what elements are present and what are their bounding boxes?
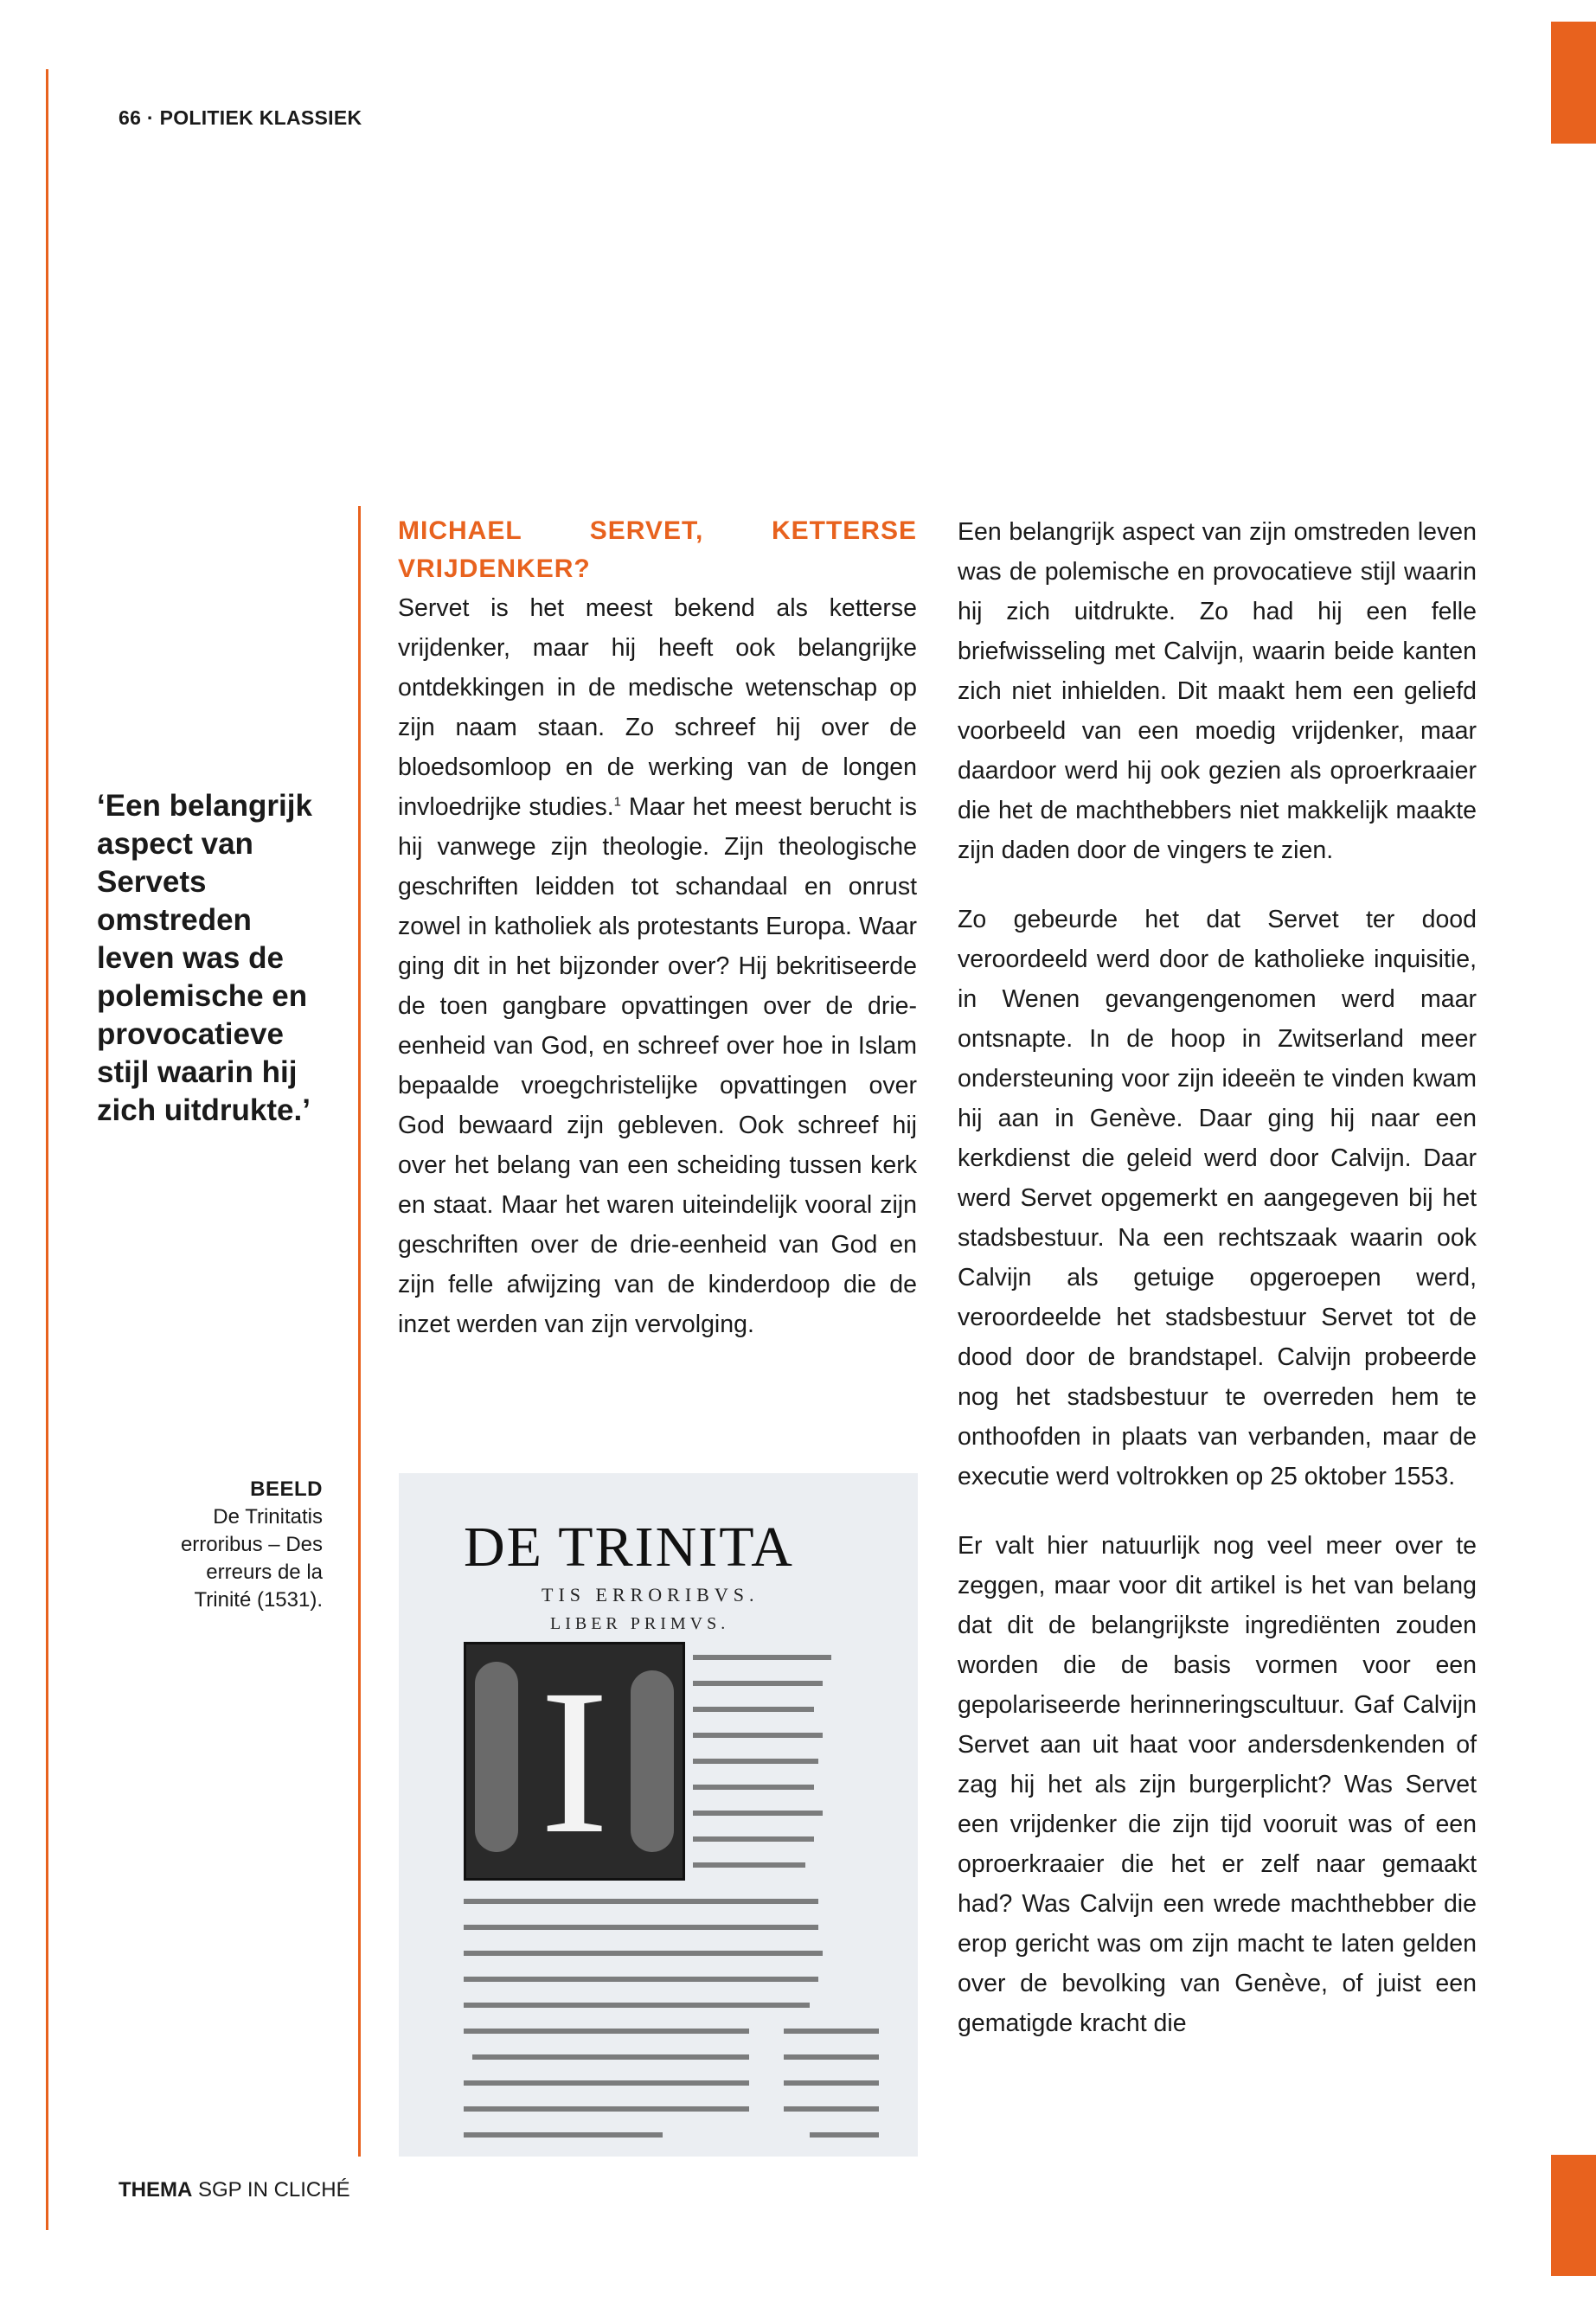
book-title-line-3: LIBER PRIMVS. <box>550 1614 730 1633</box>
section-tab-bottom <box>1551 2155 1596 2276</box>
section-tab-top <box>1551 22 1596 144</box>
caption-text: De Trinitatis erroribus – Des erreurs de la Trinité (1531). <box>180 1505 323 1612</box>
image-caption <box>164 1476 323 1614</box>
footer-thema-label: THEMA <box>119 2178 193 2202</box>
ornament-figure-left <box>475 1662 518 1852</box>
pull-quote: ‘Een belangrijk aspect van Servets omstreden leven was de polemische en provocatieve stijl waarin hij zich uitdrukte.’ <box>97 789 312 1127</box>
paragraph: Er valt hier natuurlijk nog veel meer over te zeggen, maar voor dit artikel is het van belang dat dit de belangrijkste ingrediënten zouden worden die de basis vormen voor een gepolariseerde herinneringscultuur. Gaf Calvijn Servet aan uit haat voor andersdenkenden of zag hij het als zijn burgerplicht? Was Servet een vrijdenker die zijn tijd vooruit was of een oproerkraaier die het er zelf naar gemaakt had? Was Calvijn een wrede machthebber die erop gericht was om zijn macht te laten gelden over de bevolking van Genève, of juist een gematigde kracht die <box>958 1532 1477 2037</box>
paragraph: Een belangrijk aspect van zijn omstreden leven was de polemische en provocatieve stijl waarin hij zich uitdrukte. Zo had hij een felle briefwisseling met Calvijn, waarin beide kanten zich niet inhielden. Dit maakt hem een geliefd voorbeeld van een moedig vrijdenker, maar daardoor werd hij ook gezien als oproerkraaier die het de machthebbers niet makkelijk maakte zijn daden door de vingers te zien. <box>958 518 1477 864</box>
initial-letter: I <box>540 1646 609 1876</box>
paragraph-text: Servet is het meest bekend als ketterse vrijdenker, maar hij heeft ook belangrijke ontdekkingen in de medische wetenschap op zijn naam staan. Zo schreef hij over de bloedsomloop en de werking van de longen invloedrijke studies. <box>398 594 917 821</box>
page-number: 66 <box>119 106 142 129</box>
paragraph-text: Maar het meest berucht is hij vanwege zijn theologie. Zijn theologische geschriften leidden tot schandaal en onrust zowel in katholiek als protestants Europa. Waar ging dit in het bijzonder over? Hij bekritiseerde de toen gangbare opvattingen over de drie-eenheid van God, en schreef over hoe in Islam bepaalde vroegchristelijke opvattingen over God bewaard zijn gebleven. Ook schreef hij over het belang van een scheiding tussen kerk en staat. Maar het waren uiteindelijk vooral zijn geschriften over de drie-eenheid van God en zijn felle afwijzing van de kinderdoop die de inzet werden van zijn vervolging. <box>398 793 917 1338</box>
section-title: POLITIEK KLASSIEK <box>159 106 362 129</box>
article-column-1 <box>398 512 917 1374</box>
decorated-initial <box>464 1642 685 1881</box>
footer-title: SGP IN CLICHÉ <box>198 2178 350 2202</box>
article-heading: MICHAEL SERVET, KETTERSE VRIJDENKER? <box>398 516 917 583</box>
book-title-page-image <box>399 1473 918 2157</box>
article-column-2 <box>958 512 1477 2073</box>
ornament-figure-right <box>631 1670 674 1852</box>
running-header <box>119 106 362 130</box>
margin-rule <box>46 69 48 2230</box>
header-separator: · <box>146 106 154 129</box>
column-rule <box>358 506 361 2157</box>
running-footer <box>119 2178 350 2202</box>
paragraph <box>398 588 917 1344</box>
book-title-line-2: TIS ERRORIBVS. <box>542 1584 760 1606</box>
book-title-line-1: DE TRINITA <box>464 1516 794 1579</box>
caption-label: BEELD <box>250 1477 323 1501</box>
footnote-ref[interactable]: 1 <box>613 794 621 810</box>
paragraph: Zo gebeurde het dat Servet ter dood veroordeeld werd door de katholieke inquisitie, in Wenen gevangengenomen werd maar ontsnapte. In de hoop in Zwitserland meer ondersteuning voor zijn ideeën te vinden kwam hij aan in Genève. Daar ging hij naar een kerkdienst die geleid werd door Calvijn. Daar werd Servet opgemerkt en aangegeven bij het stadsbestuur. Na een rechtszaak waarin ook Calvijn als getuige opgeroepen werd, veroordeelde het stadsbestuur Servet tot de dood door de brandstapel. Calvijn probeerde nog het stadsbestuur te overreden hem te onthoofden in plaats van verbanden, maar de executie werd voltrokken op 25 oktober 1553. <box>958 906 1477 1490</box>
